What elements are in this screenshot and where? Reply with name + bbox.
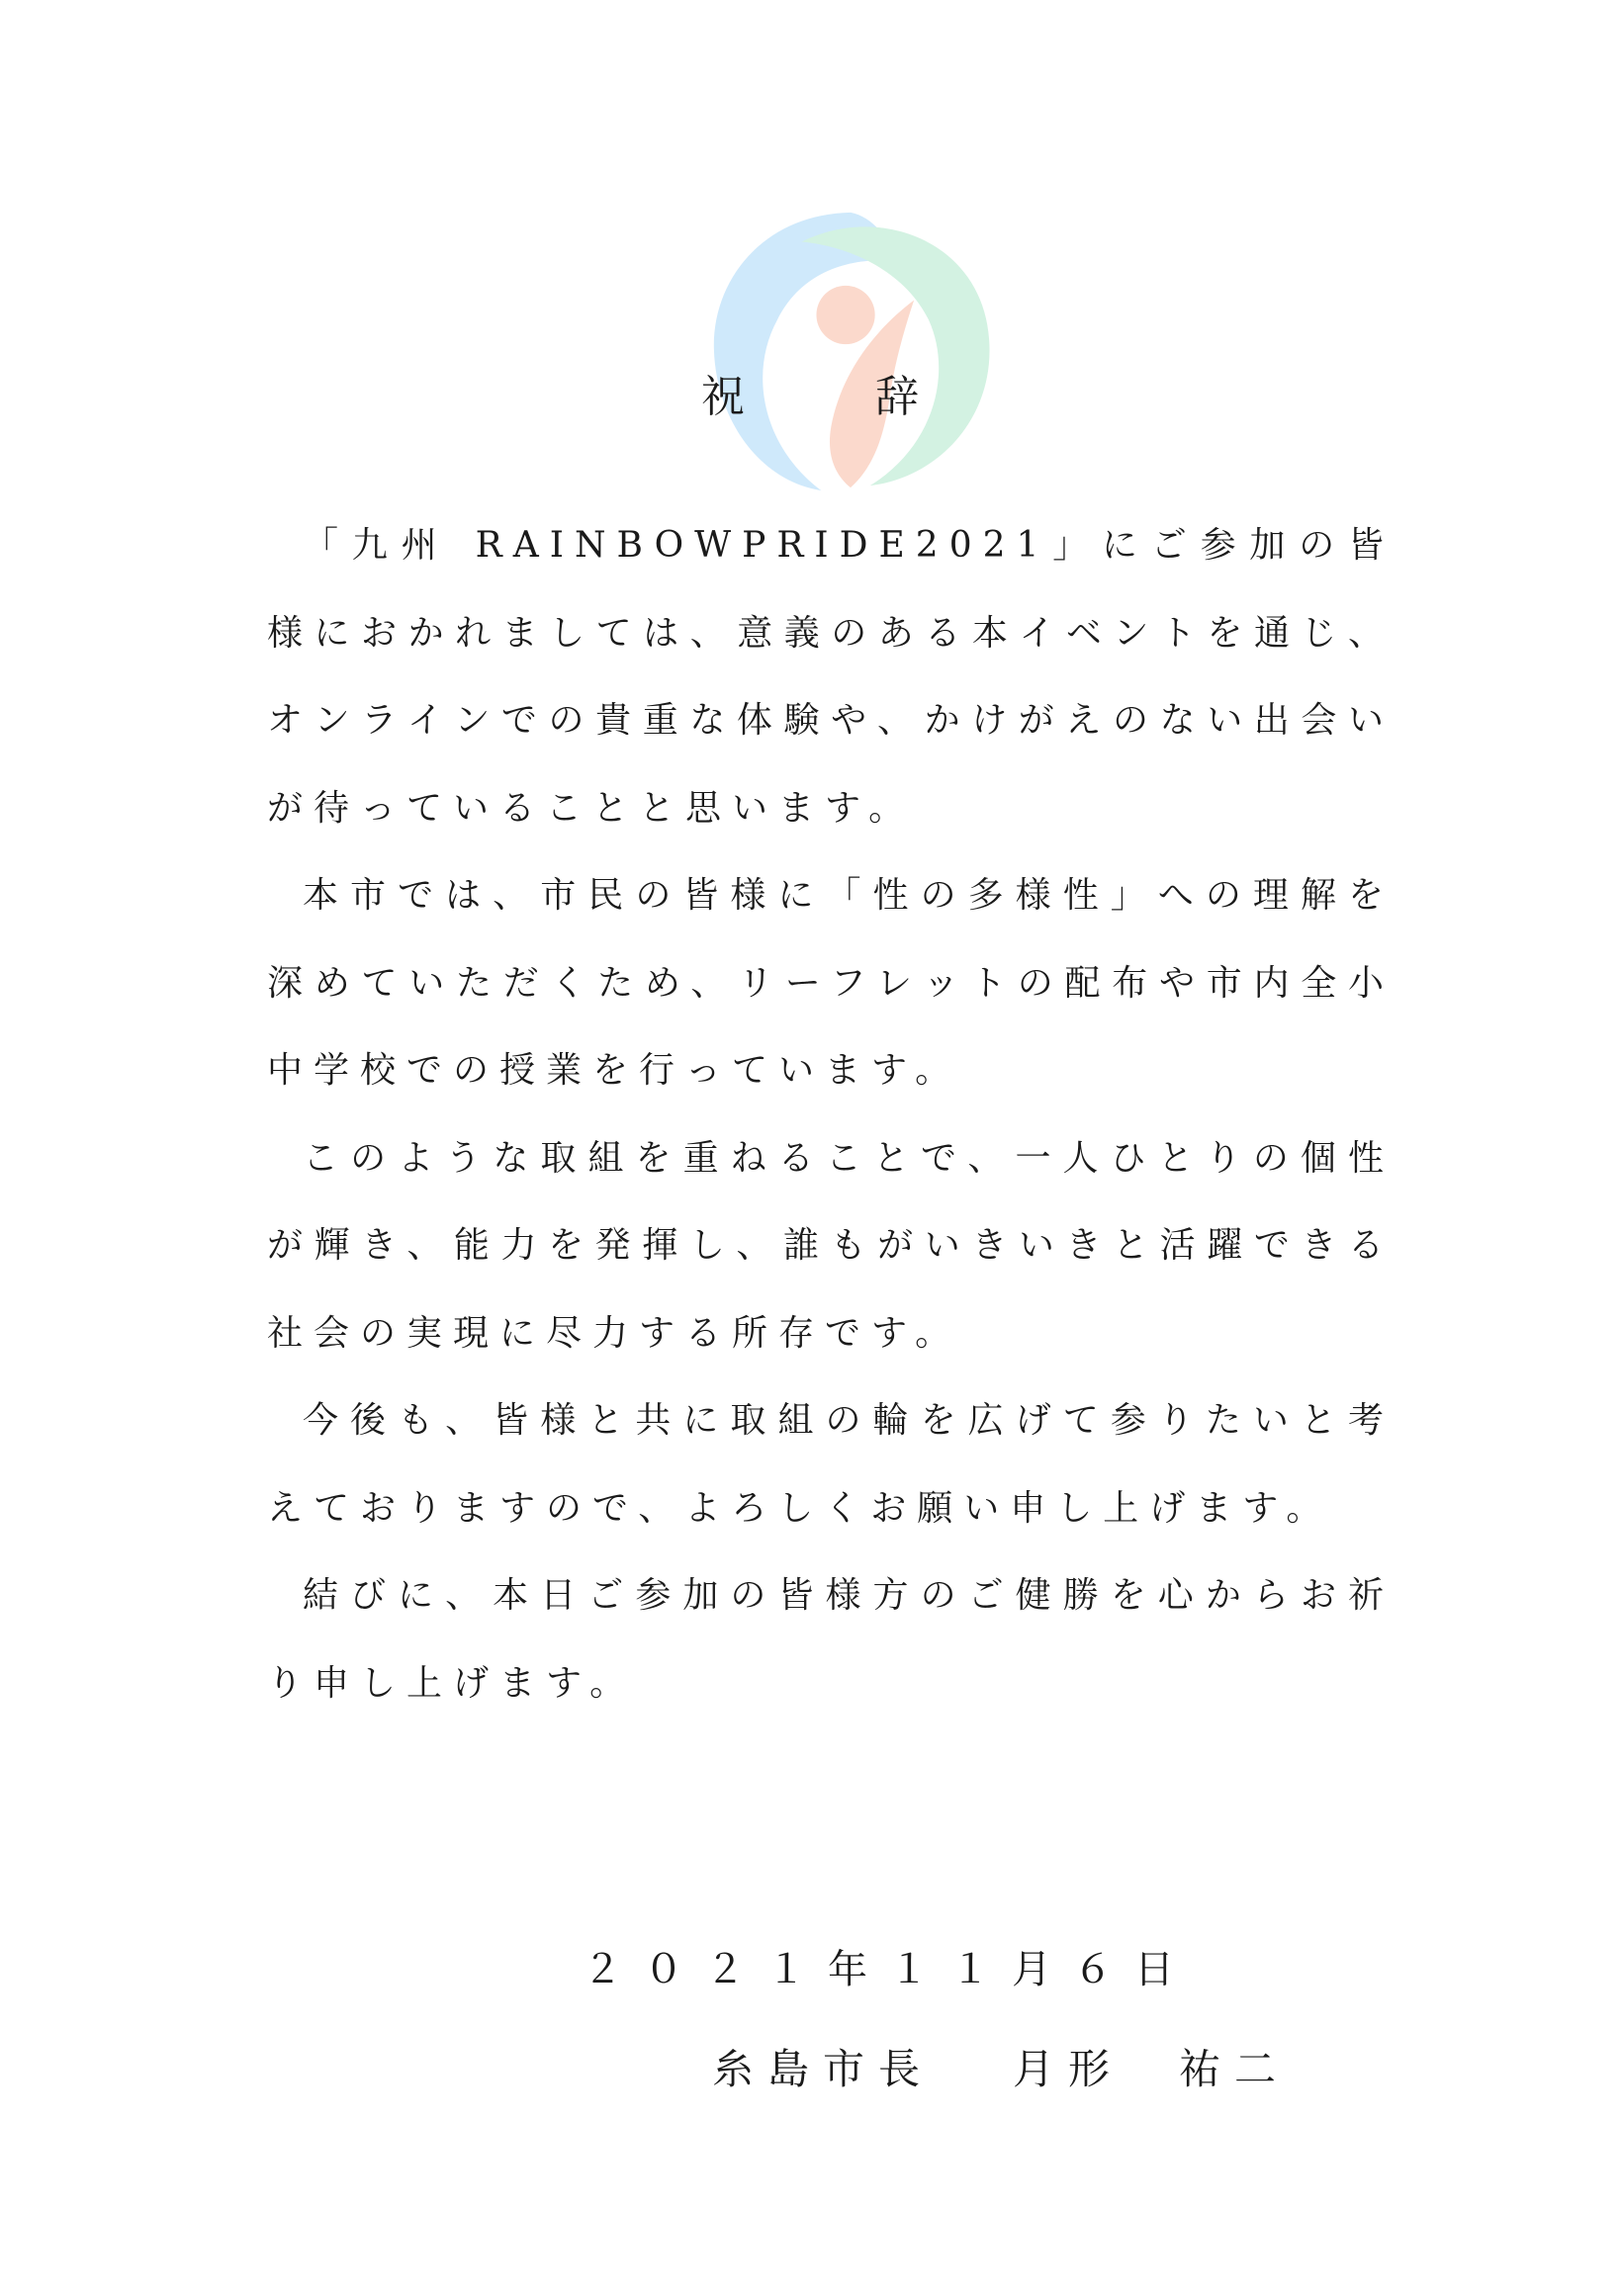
paragraph: 結びに、本日ご参加の皆様方のご健勝を心からお祈り申し上げます。 bbox=[267, 1575, 1395, 1704]
body-text bbox=[267, 502, 1395, 1727]
signature-title: 糸島市長 bbox=[712, 2045, 935, 2093]
document-date: ２０２１年１１月６日 bbox=[583, 1947, 1196, 1992]
paragraph: 「九州 RAINBOWPRIDE2021」にご参加の皆様におかれましては、意義のある本イベントを通じ、オンラインでの貴重な体験や、かけがえのない出会いが待っていることと思います。 bbox=[267, 525, 1395, 829]
city-emblem-icon bbox=[704, 203, 997, 495]
paragraph: 本市では、市民の皆様に「性の多様性」への理解を深めていただくため、リーフレットの配布や市内全小中学校での授業を行っています。 bbox=[267, 875, 1395, 1091]
emblem-head bbox=[816, 286, 874, 344]
signature bbox=[712, 2037, 1290, 2096]
signature-name: 月形 祐二 bbox=[1013, 2045, 1291, 2093]
page-title: 祝 辞 bbox=[701, 372, 962, 422]
paragraph: 今後も、皆様と共に取組の輪を広げて参りたいと考えておりますので、よろしくお願い申し上げます。 bbox=[267, 1400, 1395, 1529]
paragraph: このような取組を重ねることで、一人ひとりの個性が輝き、能力を発揮し、誰もがいきいきと活躍できる社会の実現に尽力する所存です。 bbox=[267, 1137, 1395, 1354]
